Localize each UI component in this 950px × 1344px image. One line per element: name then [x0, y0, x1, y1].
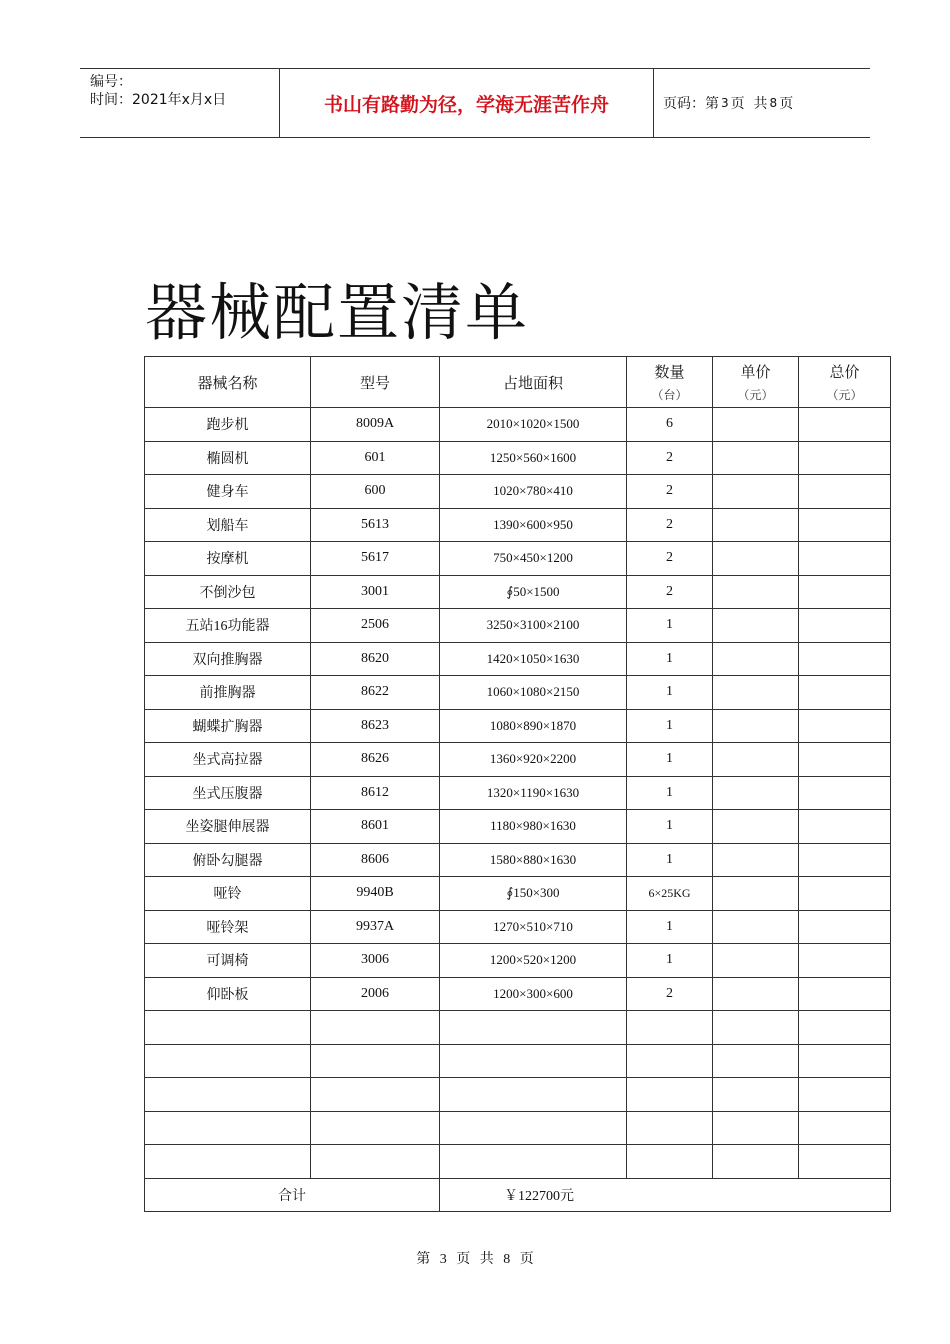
cell-qty [627, 1078, 713, 1112]
cell-total-price [799, 1145, 891, 1179]
cell-model: 9940B [311, 877, 440, 911]
header-page-total: 8 [769, 96, 778, 110]
cell-model [311, 1145, 440, 1179]
cell-area: 750×450×1200 [440, 542, 627, 576]
cell-name: 坐姿腿伸展器 [145, 810, 311, 844]
cell-qty: 1 [627, 743, 713, 777]
cell-name: 仰卧板 [145, 977, 311, 1011]
column-unit-qty: （台） [651, 388, 688, 402]
table-row [145, 1145, 891, 1179]
table-row [145, 475, 891, 509]
document-number-label: 编号： [90, 74, 132, 90]
table-row [145, 743, 891, 777]
cell-model: 8620 [311, 642, 440, 676]
cell-model: 2506 [311, 609, 440, 643]
cell-area: ∮50×1500 [440, 575, 627, 609]
cell-qty: 1 [627, 609, 713, 643]
cell-qty: 6 [627, 408, 713, 442]
cell-model [311, 1044, 440, 1078]
footer-total-pages: 8 [503, 1252, 511, 1267]
cell-area [440, 1111, 627, 1145]
cell-unit-price [713, 408, 799, 442]
cell-area: 1580×880×1630 [440, 843, 627, 877]
cell-unit-price [713, 642, 799, 676]
cell-total-price [799, 475, 891, 509]
footer-mid1: 页 [456, 1252, 471, 1267]
cell-name: 可调椅 [145, 944, 311, 978]
cell-model: 5613 [311, 508, 440, 542]
cell-name: 按摩机 [145, 542, 311, 576]
table-row [145, 776, 891, 810]
cell-model [311, 1078, 440, 1112]
cell-total-price [799, 1011, 891, 1045]
cell-qty: 2 [627, 575, 713, 609]
cell-unit-price [713, 441, 799, 475]
total-value: ￥122700元 [440, 1178, 891, 1211]
cell-qty: 2 [627, 441, 713, 475]
table-row [145, 542, 891, 576]
cell-total-price [799, 977, 891, 1011]
cell-model: 601 [311, 441, 440, 475]
cell-name [145, 1078, 311, 1112]
cell-model [311, 1111, 440, 1145]
cell-area: 1390×600×950 [440, 508, 627, 542]
column-header-name: 器械名称 [145, 357, 311, 408]
table-row [145, 944, 891, 978]
cell-model: 8623 [311, 709, 440, 743]
header-motto: 书山有路勤为径，学海无涯苦作舟 [280, 69, 654, 137]
cell-total-price [799, 810, 891, 844]
cell-unit-price [713, 1078, 799, 1112]
cell-name: 俯卧勾腿器 [145, 843, 311, 877]
cell-total-price [799, 1044, 891, 1078]
cell-total-price [799, 877, 891, 911]
cell-area [440, 1044, 627, 1078]
column-header-unit-price: 单价 （元） [713, 357, 799, 408]
cell-qty: 1 [627, 709, 713, 743]
cell-unit-price [713, 508, 799, 542]
cell-name [145, 1145, 311, 1179]
cell-area: 3250×3100×2100 [440, 609, 627, 643]
cell-unit-price [713, 1111, 799, 1145]
cell-total-price [799, 776, 891, 810]
cell-model [311, 1011, 440, 1045]
cell-qty [627, 1145, 713, 1179]
table-row [145, 709, 891, 743]
cell-name: 哑铃架 [145, 910, 311, 944]
table-header-row [145, 357, 891, 408]
cell-unit-price [713, 475, 799, 509]
table-row [145, 642, 891, 676]
cell-total-price [799, 1078, 891, 1112]
cell-model: 600 [311, 475, 440, 509]
cell-unit-price [713, 743, 799, 777]
cell-qty: 1 [627, 910, 713, 944]
cell-total-price [799, 575, 891, 609]
footer-suffix: 页 [519, 1252, 534, 1267]
cell-unit-price [713, 843, 799, 877]
cell-area [440, 1078, 627, 1112]
cell-name: 五站16功能器 [145, 609, 311, 643]
cell-name [145, 1111, 311, 1145]
cell-name: 坐式压腹器 [145, 776, 311, 810]
header-page-suffix: 页 [779, 96, 794, 112]
cell-area: 2010×1020×1500 [440, 408, 627, 442]
cell-qty: 2 [627, 508, 713, 542]
cell-total-price [799, 408, 891, 442]
cell-unit-price [713, 1011, 799, 1045]
cell-name: 哑铃 [145, 877, 311, 911]
table-row [145, 676, 891, 710]
table-row [145, 843, 891, 877]
cell-total-price [799, 508, 891, 542]
cell-name: 前推胸器 [145, 676, 311, 710]
header-page-info [654, 69, 870, 137]
cell-total-price [799, 709, 891, 743]
cell-total-price [799, 642, 891, 676]
cell-qty: 1 [627, 642, 713, 676]
table-row [145, 1078, 891, 1112]
document-header [80, 68, 870, 138]
cell-model: 8606 [311, 843, 440, 877]
cell-model: 3001 [311, 575, 440, 609]
cell-qty [627, 1044, 713, 1078]
cell-name: 健身车 [145, 475, 311, 509]
cell-area: 1200×520×1200 [440, 944, 627, 978]
cell-name: 蝴蝶扩胸器 [145, 709, 311, 743]
table-row [145, 977, 891, 1011]
cell-total-price [799, 441, 891, 475]
cell-total-price [799, 609, 891, 643]
cell-name [145, 1044, 311, 1078]
cell-area: ∮150×300 [440, 877, 627, 911]
cell-total-price [799, 843, 891, 877]
header-page-current: 3 [721, 96, 729, 110]
cell-name: 跑步机 [145, 408, 311, 442]
page-title: 器械配置清单 [145, 276, 530, 349]
cell-qty: 2 [627, 475, 713, 509]
cell-unit-price [713, 944, 799, 978]
cell-area [440, 1145, 627, 1179]
footer-current-page: 3 [439, 1252, 447, 1267]
cell-model: 8009A [311, 408, 440, 442]
cell-unit-price [713, 910, 799, 944]
cell-unit-price [713, 609, 799, 643]
column-unit-unit-price: （元） [737, 388, 774, 402]
table-row [145, 877, 891, 911]
header-page-prefix: 页码：第 [663, 96, 719, 112]
cell-model: 8622 [311, 676, 440, 710]
page-footer [0, 1248, 950, 1268]
cell-unit-price [713, 810, 799, 844]
cell-total-price [799, 1111, 891, 1145]
total-label: 合计 [145, 1178, 440, 1211]
cell-total-price [799, 910, 891, 944]
cell-unit-price [713, 977, 799, 1011]
table-total-row [145, 1178, 891, 1211]
cell-qty: 6×25KG [627, 877, 713, 911]
cell-unit-price [713, 877, 799, 911]
cell-area: 1420×1050×1630 [440, 642, 627, 676]
table-body [145, 408, 891, 1179]
column-unit-total-price: （元） [826, 388, 863, 402]
table-row [145, 609, 891, 643]
footer-prefix: 第 [416, 1252, 431, 1267]
cell-total-price [799, 542, 891, 576]
table-row [145, 575, 891, 609]
table-row [145, 810, 891, 844]
column-header-area: 占地面积 [440, 357, 627, 408]
cell-area [440, 1011, 627, 1045]
cell-area: 1060×1080×2150 [440, 676, 627, 710]
table-row [145, 1011, 891, 1045]
cell-model: 8601 [311, 810, 440, 844]
cell-total-price [799, 944, 891, 978]
footer-mid2: 共 [479, 1252, 494, 1267]
cell-qty: 1 [627, 843, 713, 877]
cell-model: 3006 [311, 944, 440, 978]
header-page-mid: 页 共 [730, 96, 768, 112]
table-row [145, 1111, 891, 1145]
table-row [145, 910, 891, 944]
cell-model: 8626 [311, 743, 440, 777]
column-header-model: 型号 [311, 357, 440, 408]
cell-model: 5617 [311, 542, 440, 576]
cell-unit-price [713, 776, 799, 810]
cell-qty: 1 [627, 810, 713, 844]
cell-total-price [799, 676, 891, 710]
cell-area: 1020×780×410 [440, 475, 627, 509]
cell-name: 不倒沙包 [145, 575, 311, 609]
cell-model: 2006 [311, 977, 440, 1011]
cell-area: 1360×920×2200 [440, 743, 627, 777]
equipment-table [144, 356, 891, 1212]
cell-total-price [799, 743, 891, 777]
cell-qty: 2 [627, 542, 713, 576]
table-row [145, 408, 891, 442]
cell-unit-price [713, 1145, 799, 1179]
cell-unit-price [713, 575, 799, 609]
cell-area: 1250×560×1600 [440, 441, 627, 475]
cell-qty [627, 1011, 713, 1045]
cell-name: 双向推胸器 [145, 642, 311, 676]
table-row [145, 508, 891, 542]
cell-area: 1320×1190×1630 [440, 776, 627, 810]
cell-qty [627, 1111, 713, 1145]
cell-qty: 1 [627, 944, 713, 978]
column-header-qty: 数量 （台） [627, 357, 713, 408]
cell-model: 9937A [311, 910, 440, 944]
cell-area: 1080×890×1870 [440, 709, 627, 743]
cell-name: 划船车 [145, 508, 311, 542]
cell-area: 1200×300×600 [440, 977, 627, 1011]
cell-qty: 2 [627, 977, 713, 1011]
cell-unit-price [713, 1044, 799, 1078]
cell-name: 坐式高拉器 [145, 743, 311, 777]
cell-area: 1180×980×1630 [440, 810, 627, 844]
table-row [145, 1044, 891, 1078]
cell-qty: 1 [627, 676, 713, 710]
cell-unit-price [713, 676, 799, 710]
cell-name [145, 1011, 311, 1045]
cell-qty: 1 [627, 776, 713, 810]
cell-area: 1270×510×710 [440, 910, 627, 944]
column-header-total-price: 总价 （元） [799, 357, 891, 408]
cell-unit-price [713, 709, 799, 743]
document-date: 时间：2021年x月x日 [90, 92, 227, 108]
cell-unit-price [713, 542, 799, 576]
cell-name: 椭圆机 [145, 441, 311, 475]
header-meta [80, 69, 280, 137]
cell-model: 8612 [311, 776, 440, 810]
table-row [145, 441, 891, 475]
